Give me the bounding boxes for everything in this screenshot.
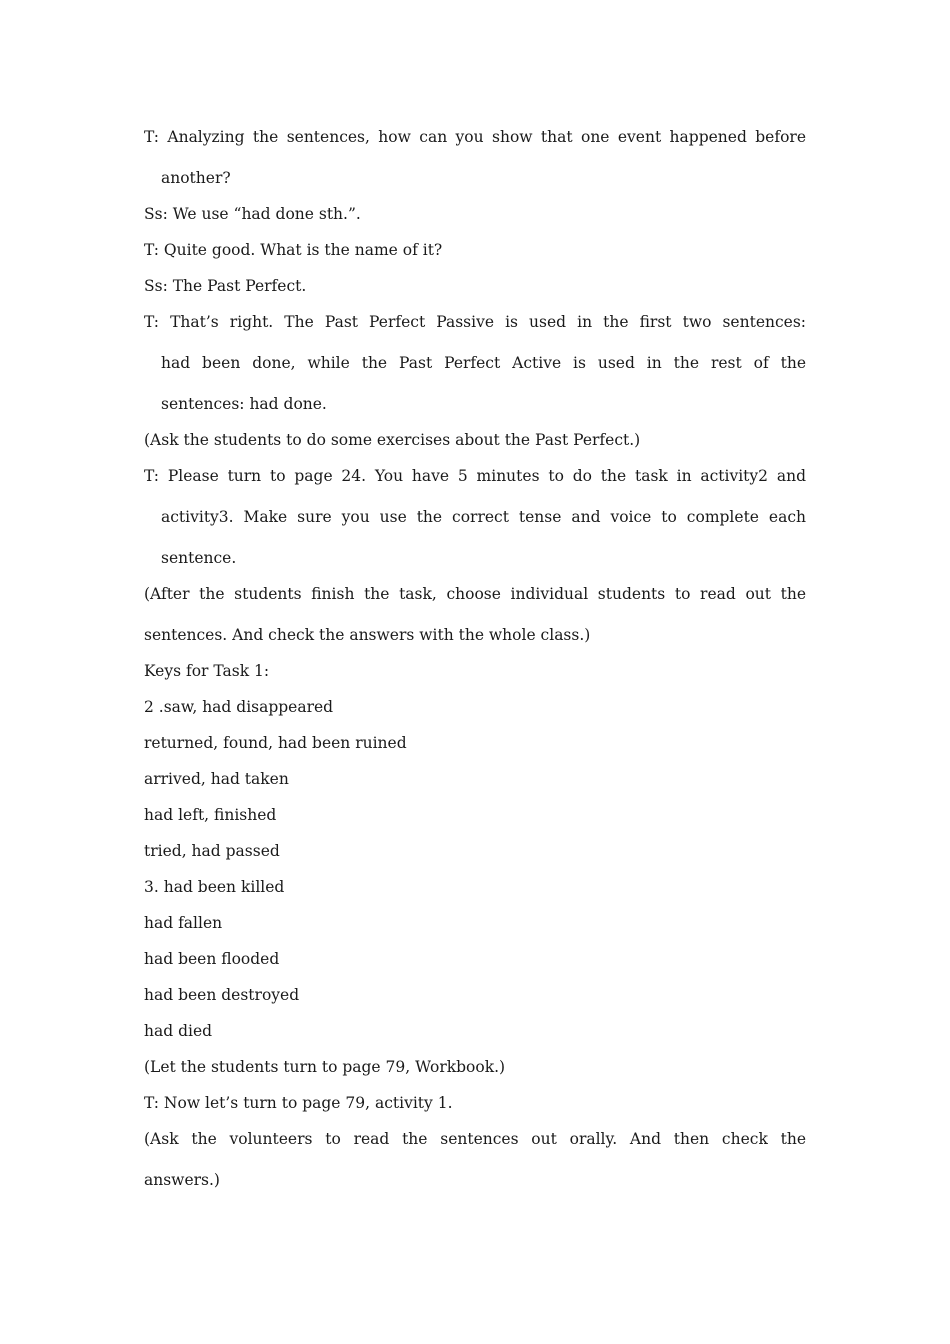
dialogue-line-continuation: had been done, while the Past Perfect Active is used in the rest of the <box>161 354 806 372</box>
dialogue-line-teacher: T: Quite good. What is the name of it? <box>144 241 443 259</box>
answer-key-item: tried, had passed <box>144 842 280 860</box>
instruction-note-continuation: sentences. And check the answers with the whole class.) <box>144 626 591 644</box>
dialogue-line-continuation: activity3. Make sure you use the correct tense and voice to complete each <box>161 508 806 526</box>
instruction-note: (Let the students turn to page 79, Workbook.) <box>144 1058 506 1076</box>
answer-key-item: had been flooded <box>144 950 280 968</box>
answer-key-item: 2 .saw, had disappeared <box>144 698 334 716</box>
dialogue-line-continuation: sentence. <box>161 549 237 567</box>
instruction-note: (Ask the volunteers to read the sentences out orally. And then check the <box>144 1130 806 1148</box>
answer-key-item: returned, found, had been ruined <box>144 734 407 752</box>
answer-key-item: had been destroyed <box>144 986 300 1004</box>
answer-key-item: arrived, had taken <box>144 770 289 788</box>
dialogue-line-continuation: sentences: had done. <box>161 395 327 413</box>
dialogue-line-students: Ss: The Past Perfect. <box>144 277 307 295</box>
dialogue-line-continuation: another? <box>161 169 231 187</box>
dialogue-line-teacher: T: Now let’s turn to page 79, activity 1. <box>144 1094 453 1112</box>
answer-key-item: had fallen <box>144 914 223 932</box>
dialogue-line-teacher: T: Please turn to page 24. You have 5 minutes to do the task in activity2 and <box>144 467 806 485</box>
answer-key-item: 3. had been killed <box>144 878 285 896</box>
instruction-note-continuation: answers.) <box>144 1171 220 1189</box>
dialogue-line-students: Ss: We use “had done sth.”. <box>144 205 361 223</box>
instruction-note: (After the students finish the task, choose individual students to read out the <box>144 585 806 603</box>
keys-heading: Keys for Task 1: <box>144 662 270 680</box>
dialogue-line-teacher: T: That’s right. The Past Perfect Passive is used in the first two sentences: <box>144 313 806 331</box>
answer-key-item: had died <box>144 1022 213 1040</box>
answer-key-item: had left, finished <box>144 806 277 824</box>
instruction-note: (Ask the students to do some exercises about the Past Perfect.) <box>144 431 641 449</box>
document-page <box>144 124 806 1203</box>
dialogue-line-teacher: T: Analyzing the sentences, how can you show that one event happened before <box>144 128 806 146</box>
